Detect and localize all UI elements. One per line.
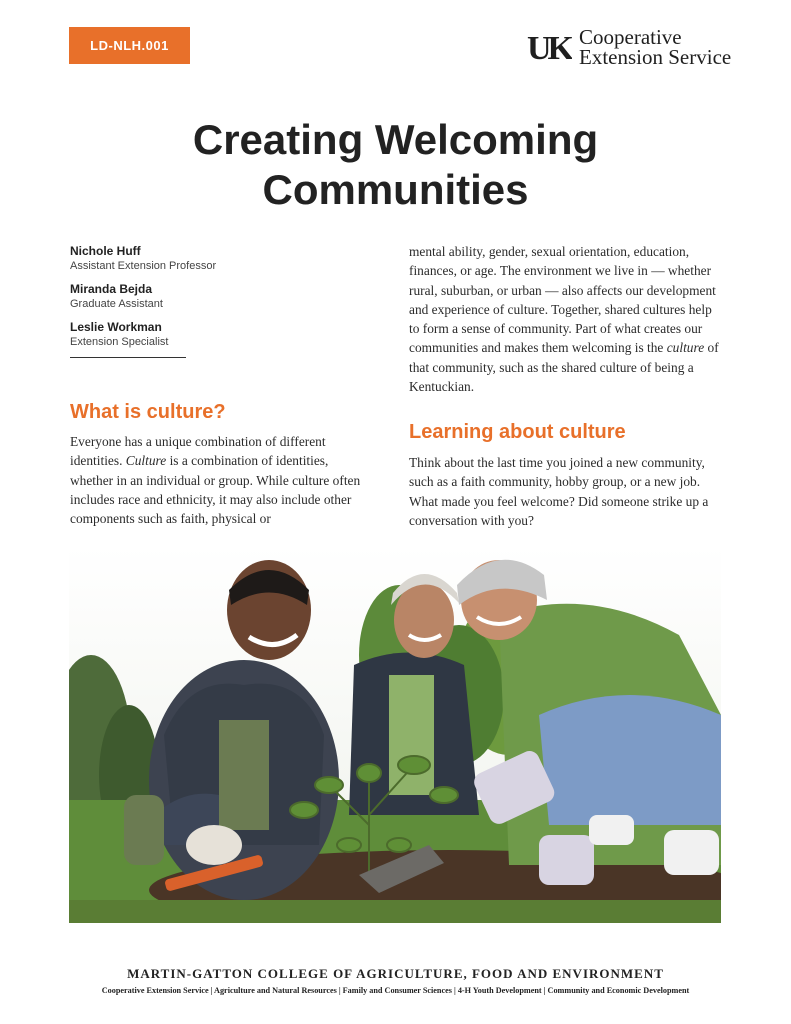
author-role: Extension Specialist	[70, 336, 169, 348]
culture-emphasis: Culture	[125, 453, 167, 469]
author-role: Graduate Assistant	[70, 298, 163, 310]
author-entry	[70, 243, 256, 274]
culture-text-part2: is a combination of identities, whether in an individual or group. While culture often includes race and ethnicity, it may also include other components such as faith, physical or	[70, 453, 361, 527]
brand-line-1: Cooperative	[579, 25, 682, 49]
author-name: Leslie Workman	[70, 320, 162, 334]
author-name: Miranda Bejda	[70, 282, 153, 296]
learning-paragraph: Think about the last time you joined a new community, such as a faith community, hobby group, or a new job. What made you feel welcome? Did someone strike up a conversation with you?	[409, 455, 709, 528]
author-role: Assistant Extension Professor	[70, 260, 217, 272]
culture-cont-emphasis: culture	[666, 340, 705, 356]
author-name: Nichole Huff	[70, 244, 141, 258]
footer-program-units: Cooperative Extension Service | Agriculture and Natural Resources | Family and Consumer Sciences | 4-H Youth Development | Community and Economic Development	[101, 986, 690, 995]
page-title	[0, 115, 791, 215]
title-line-2: Communities	[262, 166, 529, 213]
culture-cont-text-part2: of that community, such as the shared culture of being a Kentuckian.	[409, 340, 719, 395]
section-heading-learning: Learning about culture	[409, 421, 626, 443]
author-entry	[70, 281, 256, 312]
community-gardening-photo	[69, 545, 721, 923]
author-divider	[70, 357, 186, 358]
photo-illustration	[69, 545, 721, 923]
title-line-1: Creating Welcoming	[192, 116, 599, 163]
culture-cont-text-part1: mental ability, gender, sexual orientation, education, finances, or age. The environment we live in — whether rural, suburban, or urban — also affects our development and experience of culture. Together, shared cultures help to form a sense of community. Part of what creates our communities and makes them welcoming is the	[409, 244, 716, 356]
uk-logo-icon	[526, 28, 572, 66]
author-entry	[70, 319, 256, 350]
extension-logo	[526, 27, 731, 67]
publication-code: LD-NLH.001	[90, 38, 169, 53]
culture-text-part1: Everyone has a unique combination of different identities.	[70, 434, 326, 469]
section-heading-culture: What is culture?	[70, 401, 226, 423]
culture-continued-paragraph	[409, 242, 721, 396]
svg-text:UK: UK	[527, 30, 570, 66]
brand-text	[579, 27, 731, 67]
author-list	[70, 243, 256, 358]
publication-code-badge	[69, 27, 190, 64]
brand-line-2: Extension Service	[579, 45, 732, 69]
culture-paragraph	[70, 432, 366, 528]
footer-college-name: MARTIN-GATTON COLLEGE OF AGRICULTURE, FOOD AND ENVIRONMENT	[127, 966, 664, 981]
